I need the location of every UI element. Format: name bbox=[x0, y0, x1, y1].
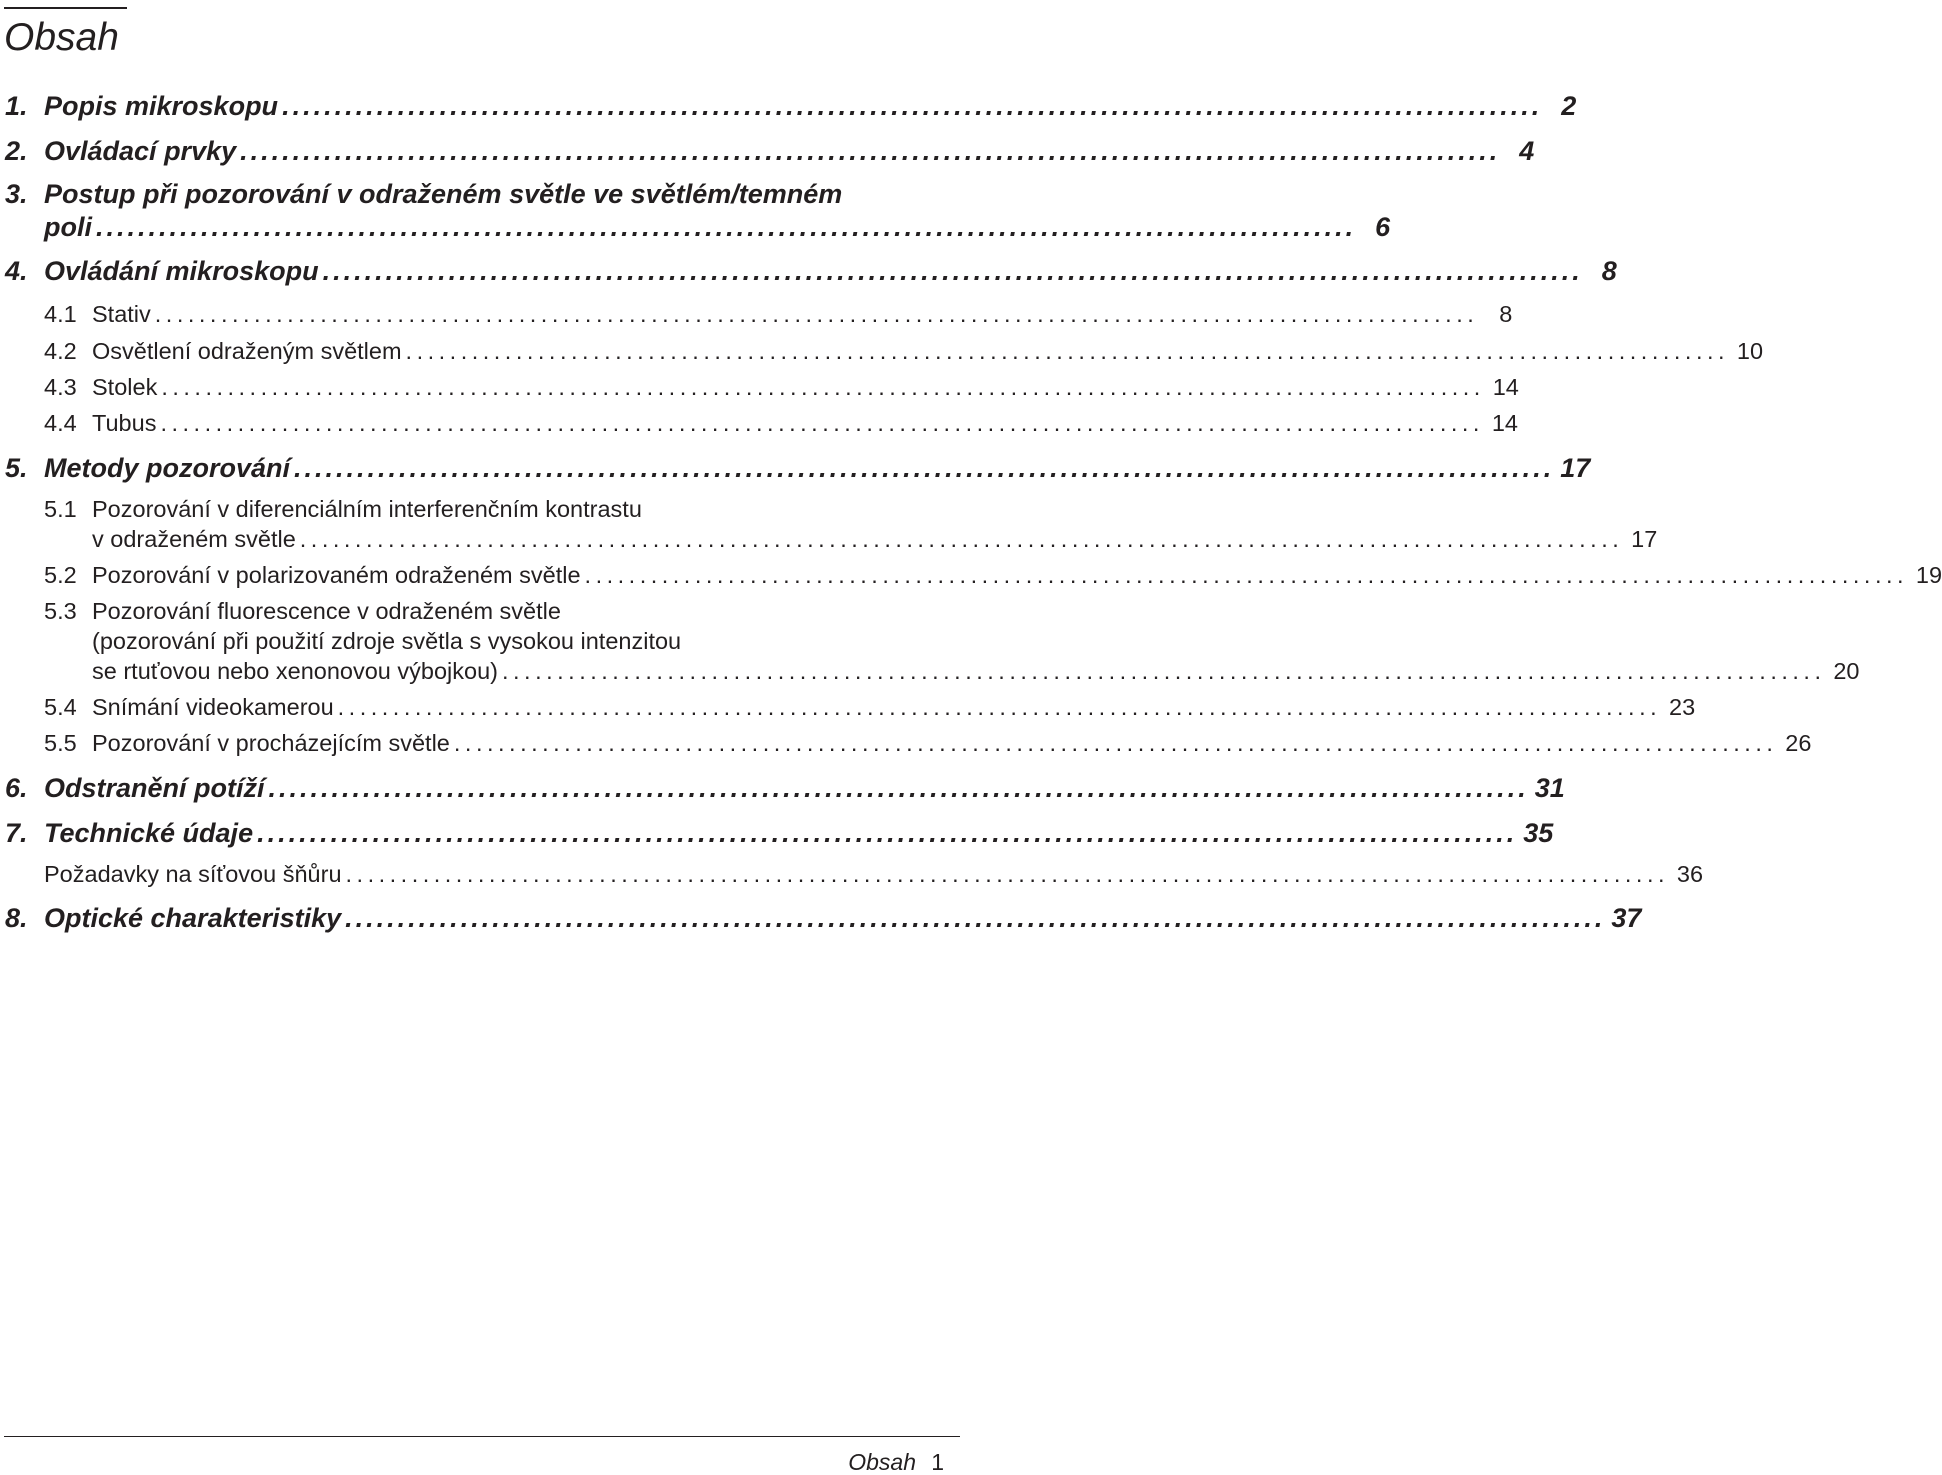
toc-entry-4-1[interactable] bbox=[0, 298, 1513, 330]
footer-rule bbox=[4, 1436, 960, 1437]
toc-entry-5-3-cont-2[interactable] bbox=[0, 655, 1860, 687]
dot-leader: ........................................................................................................................ bbox=[282, 91, 1543, 121]
toc-entry-page: 17 bbox=[1560, 453, 1591, 483]
dot-leader: ........................................................................................................................ bbox=[337, 694, 1662, 720]
toc-entry-3-cont[interactable] bbox=[0, 209, 1391, 245]
toc-entry-5-1[interactable] bbox=[0, 493, 944, 525]
toc-entry-page: 6 bbox=[1375, 212, 1391, 242]
toc-entry-number: 4.2 bbox=[44, 338, 77, 364]
footer-page-number: 1 bbox=[931, 1449, 944, 1475]
dot-leader: ........................................................................................................................ bbox=[405, 338, 1730, 364]
toc-entry-title: Pozorování fluorescence v odraženém světle bbox=[92, 598, 561, 624]
toc-entry-4[interactable] bbox=[0, 253, 1617, 289]
toc-entry-page: 37 bbox=[1611, 903, 1642, 933]
toc-entry-5[interactable] bbox=[0, 450, 1591, 486]
toc-entry-page: 4 bbox=[1519, 136, 1535, 166]
dot-leader: ........................................................................................................................ bbox=[345, 903, 1606, 933]
toc-entry-number: 7. bbox=[5, 818, 28, 848]
toc-entry-title: Technické údaje bbox=[44, 818, 254, 848]
toc-entry-number: 5. bbox=[5, 453, 28, 483]
dot-leader: ........................................................................................................................ bbox=[501, 658, 1826, 684]
toc-entry-5-1-cont[interactable] bbox=[0, 523, 1658, 555]
toc-entry-page: 20 bbox=[1833, 658, 1860, 684]
toc-entry-4-4[interactable] bbox=[0, 407, 1518, 439]
dot-leader: ........................................................................................................................ bbox=[453, 730, 1778, 756]
toc-entry-number: 6. bbox=[5, 773, 28, 803]
toc-entry-title: Ovládací prvky bbox=[44, 136, 237, 166]
dot-leader: ........................................................................................................................ bbox=[584, 562, 1909, 588]
toc-entry-title: Ovládání mikroskopu bbox=[44, 256, 319, 286]
toc-entry-page: 19 bbox=[1915, 562, 1942, 588]
toc-entry-title: Metody pozorování bbox=[44, 453, 291, 483]
toc-entry-number: 5.3 bbox=[44, 598, 77, 624]
toc-entry-8[interactable] bbox=[0, 900, 1642, 936]
toc-entry-number: 4. bbox=[5, 256, 28, 286]
dot-leader: ........................................................................................................................ bbox=[257, 818, 1518, 848]
toc-entry-page: 35 bbox=[1523, 818, 1554, 848]
toc-entry-5-4[interactable] bbox=[0, 691, 1696, 723]
toc-entry-title: Požadavky na síťovou šňůru bbox=[44, 861, 342, 887]
toc-entry-number: 5.2 bbox=[44, 562, 77, 588]
toc-entry-title: v odraženém světle bbox=[92, 526, 296, 552]
toc-entry-number: 4.4 bbox=[44, 410, 77, 436]
toc-entry-title: Pozorování v diferenciálním interferenčním kontrastu bbox=[92, 496, 642, 522]
toc-entry-page: 31 bbox=[1534, 773, 1565, 803]
toc-entry-page: 10 bbox=[1736, 338, 1764, 364]
toc-entry-5-2[interactable] bbox=[0, 559, 1942, 591]
dot-leader: ........................................................................................................................ bbox=[160, 410, 1484, 436]
dot-leader: ........................................................................................................................ bbox=[294, 453, 1555, 483]
toc-entry-number: 4.1 bbox=[44, 301, 77, 327]
toc-entry-page: 23 bbox=[1669, 694, 1696, 720]
toc-entry-1[interactable] bbox=[0, 88, 1577, 124]
toc-entry-title: Optické charakteristiky bbox=[44, 903, 342, 933]
toc-entry-4-3[interactable] bbox=[0, 371, 1519, 403]
toc-entry-number: 3. bbox=[5, 179, 28, 209]
toc-entry-2[interactable] bbox=[0, 133, 1535, 169]
dot-leader: ........................................................................................................................ bbox=[322, 256, 1583, 286]
toc-entry-page: 2 bbox=[1561, 91, 1577, 121]
toc-entry-page: 17 bbox=[1631, 526, 1658, 552]
toc-entry-number: 4.3 bbox=[44, 374, 77, 400]
dot-leader: ........................................................................................................................ bbox=[240, 136, 1501, 166]
toc-entry-7-sub[interactable] bbox=[0, 858, 1704, 890]
toc-entry-title: Odstranění potíží bbox=[44, 773, 265, 803]
toc-entry-5-3[interactable] bbox=[0, 595, 944, 627]
toc-entry-title: Stativ bbox=[92, 301, 151, 327]
toc-entry-title: Snímání videokamerou bbox=[92, 694, 334, 720]
toc-entry-title: se rtuťovou nebo xenonovou výbojkou) bbox=[92, 658, 498, 684]
toc-entry-5-5[interactable] bbox=[0, 727, 1812, 759]
toc-entry-page: 8 bbox=[1601, 256, 1617, 286]
toc-entry-number: 5.4 bbox=[44, 694, 77, 720]
toc-entry-7[interactable] bbox=[0, 815, 1554, 851]
dot-leader: ........................................................................................................................ bbox=[345, 861, 1670, 887]
dot-leader: ........................................................................................................................ bbox=[161, 374, 1485, 400]
toc-entry-title: poli bbox=[44, 212, 92, 242]
toc-entry-title: Postup při pozorování v odraženém světle ve světlém/temném bbox=[44, 179, 843, 209]
toc-entry-title: Popis mikroskopu bbox=[44, 91, 279, 121]
toc-entry-4-2[interactable] bbox=[0, 335, 1764, 367]
toc-entry-title: Stolek bbox=[92, 374, 158, 400]
toc-entry-number: 5.5 bbox=[44, 730, 77, 756]
toc-entry-title: Tubus bbox=[92, 410, 157, 436]
toc-entry-5-3-cont-1[interactable] bbox=[0, 625, 944, 657]
footer-section-label: Obsah bbox=[848, 1449, 916, 1475]
dot-leader: ........................................................................................................................ bbox=[154, 301, 1479, 327]
toc-entry-number: 2. bbox=[5, 136, 28, 166]
toc-entry-page: 36 bbox=[1676, 861, 1704, 887]
toc-entry-page: 26 bbox=[1785, 730, 1812, 756]
toc-entry-number: 1. bbox=[5, 91, 28, 121]
toc-entry-page: 14 bbox=[1491, 410, 1518, 436]
toc-entry-title: Pozorování v polarizovaném odraženém světle bbox=[92, 562, 581, 588]
toc-entry-title: Pozorování v procházejícím světle bbox=[92, 730, 450, 756]
dot-leader: ........................................................................................................................ bbox=[299, 526, 1624, 552]
dot-leader: ........................................................................................................................ bbox=[268, 773, 1529, 803]
toc-entry-page: 8 bbox=[1499, 301, 1513, 327]
toc-entry-title: (pozorování při použití zdroje světla s vysokou intenzitou bbox=[92, 628, 682, 654]
toc-entry-number: 5.1 bbox=[44, 496, 77, 522]
page-title: Obsah bbox=[4, 16, 119, 59]
dot-leader: ........................................................................................................................ bbox=[96, 212, 1357, 242]
toc-entry-page: 14 bbox=[1492, 374, 1519, 400]
toc-entry-title: Osvětlení odraženým světlem bbox=[92, 338, 402, 364]
toc-entry-3[interactable] bbox=[0, 176, 944, 212]
toc-entry-6[interactable] bbox=[0, 770, 1565, 806]
toc-entry-number: 8. bbox=[5, 903, 28, 933]
